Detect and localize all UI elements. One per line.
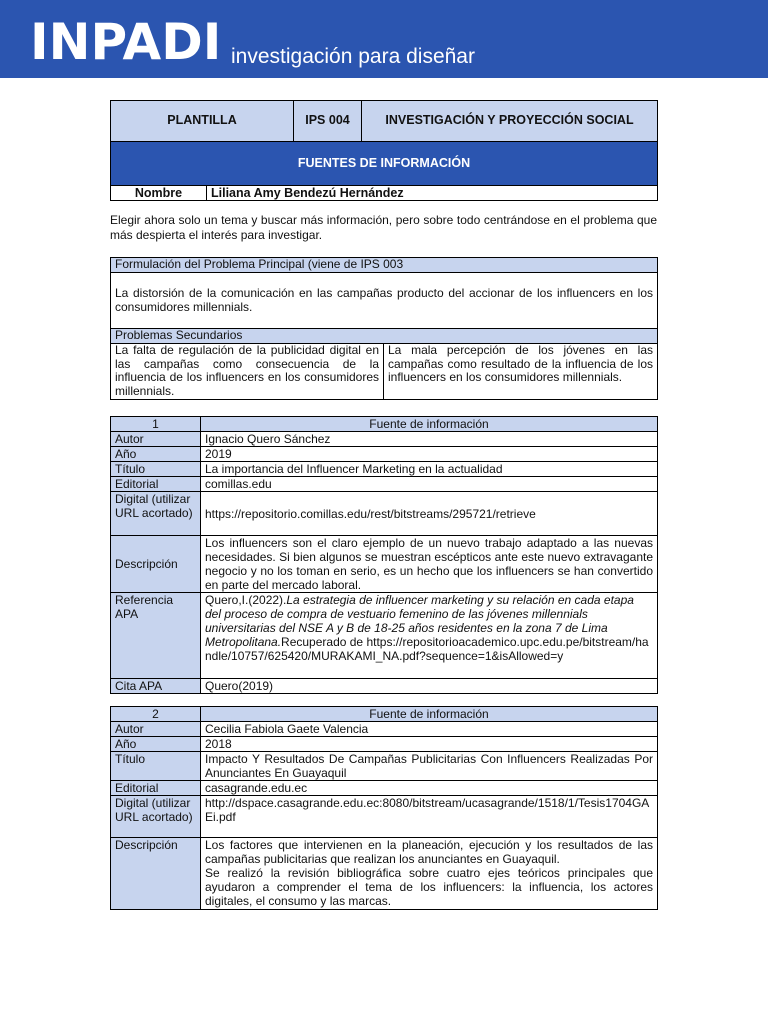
title-label: Título xyxy=(111,752,201,781)
publisher-label: Editorial xyxy=(111,477,201,492)
template-header-table xyxy=(110,100,658,186)
digital-url[interactable]: https://repositorio.comillas.edu/rest/bitstreams/295721/retrieve xyxy=(201,492,658,536)
citation-label: Cita APA xyxy=(111,679,201,694)
secondary-problem-1: La falta de regulación de la publicidad digital en las campañas como consecuencia de la influencia de los influencers en los consumidores millennials. xyxy=(111,344,384,400)
author-value: Ignacio Quero Sánchez xyxy=(201,432,658,447)
citation-value: Quero(2019) xyxy=(201,679,658,694)
description-label: Descripción xyxy=(111,536,201,593)
secondary-problem-2: La mala percepción de los jóvenes en las campañas como resultado de la influencia de los influencers en los consumidores millennials. xyxy=(384,344,658,400)
course-cell: INVESTIGACIÓN Y PROYECCIÓN SOCIAL xyxy=(362,101,658,142)
author-label: Autor xyxy=(111,432,201,447)
description-paragraph-2: Se realizó la revisión bibliográfica sobre cuatro ejes teóricos principales que ayudaron a comprender el tema de los influencers: la influencia, los actores digitales, el consumo y las marcas. xyxy=(205,866,653,908)
name-value: Liliana Amy Bendezú Hernández xyxy=(207,186,658,201)
digital-label: Digital (utilizar URL acortado) xyxy=(111,796,201,838)
source-1-table xyxy=(110,416,658,694)
description-value xyxy=(201,838,658,910)
problem-table xyxy=(110,257,658,400)
code-cell: IPS 004 xyxy=(294,101,362,142)
publisher-label: Editorial xyxy=(111,781,201,796)
plantilla-cell: PLANTILLA xyxy=(111,101,294,142)
section-title: FUENTES DE INFORMACIÓN xyxy=(111,142,658,186)
year-value: 2018 xyxy=(201,737,658,752)
source-number: 1 xyxy=(111,417,201,432)
digital-url[interactable]: http://dspace.casagrande.edu.ec:8080/bitstream/ucasagrande/1518/1/Tesis1704GAEi.pdf xyxy=(201,796,658,838)
header-banner xyxy=(0,0,768,78)
instructions-text: Elegir ahora solo un tema y buscar más información, pero sobre todo centrándose en el problema que más despierta el interés para investigar. xyxy=(110,213,657,242)
publisher-value: comillas.edu xyxy=(201,477,658,492)
source-2-table xyxy=(110,706,658,910)
name-table xyxy=(110,185,658,201)
reference-title: La estrategia de influencer marketing y su relación en cada etapa del proceso de compra de vestuario femenino de las jóvenes millennials universitarias del NSE A y B de 18-25 años residentes en la zona 7 de Lima Metropolitana. xyxy=(205,593,634,649)
source-header: Fuente de información xyxy=(201,707,658,722)
digital-label: Digital (utilizar URL acortado) xyxy=(111,492,201,536)
description-label: Descripción xyxy=(111,838,201,910)
title-value: Impacto Y Resultados De Campañas Publicitarias Con Influencers Realizadas Por Anunciantes En Guayaquil xyxy=(201,752,658,781)
brand-tagline: investigación para diseñar xyxy=(231,45,475,68)
publisher-value: casagrande.edu.ec xyxy=(201,781,658,796)
description-value: Los influencers son el claro ejemplo de un nuevo trabajo adaptado a las nuevas necesidades. Si bien algunos se muestran escépticos ante este nuevo extravagante negocio y no los toman en serio, es un hecho que los influencers se han convertido en parte del mercado laboral. xyxy=(201,536,658,593)
main-problem-label: Formulación del Problema Principal (viene de IPS 003 xyxy=(111,258,658,273)
source-number: 2 xyxy=(111,707,201,722)
secondary-problems-label: Problemas Secundarios xyxy=(111,329,658,344)
reference-value xyxy=(201,593,658,679)
main-problem-text: La distorsión de la comunicación en las campañas producto del accionar de los influencers en los consumidores millennials. xyxy=(111,273,658,329)
brand-logo: INPADI xyxy=(30,13,222,71)
reference-prefix: Quero,I.(2022). xyxy=(205,593,287,607)
reference-suffix: Recuperado de https://repositorioacademico.upc.edu.pe/bitstream/handle/10757/625420/MURAKAMI_NA.pdf?sequence=1&isAllowed=y xyxy=(205,635,649,663)
title-value: La importancia del Influencer Marketing en la actualidad xyxy=(201,462,658,477)
source-header: Fuente de información xyxy=(201,417,658,432)
author-value: Cecilia Fabiola Gaete Valencia xyxy=(201,722,658,737)
year-value: 2019 xyxy=(201,447,658,462)
title-label: Título xyxy=(111,462,201,477)
description-paragraph-1: Los factores que intervienen en la planeación, ejecución y los resultados de las campañas publicitarias que realizan los anunciantes en Guayaquil. xyxy=(205,838,653,866)
reference-label: Referencia APA xyxy=(111,593,201,679)
author-label: Autor xyxy=(111,722,201,737)
year-label: Año xyxy=(111,737,201,752)
year-label: Año xyxy=(111,447,201,462)
name-label: Nombre xyxy=(111,186,207,201)
